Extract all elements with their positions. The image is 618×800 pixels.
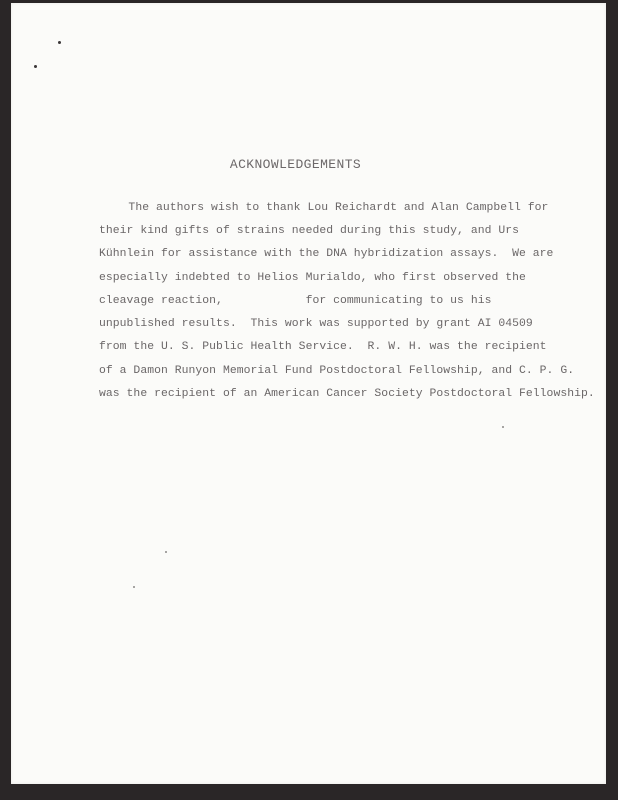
- document-heading: ACKNOWLEDGEMENTS: [229, 157, 362, 172]
- body-line-6: unpublished results. This work was supported by grant AI 04509: [99, 318, 533, 330]
- paper-sheet: [11, 3, 606, 784]
- dust-speck: [133, 586, 135, 588]
- dust-speck: [34, 65, 37, 68]
- dust-speck: [165, 551, 167, 553]
- body-line-8: of a Damon Runyon Memorial Fund Postdoctoral Fellowship, and C. P. G.: [99, 365, 575, 377]
- dust-speck: [502, 426, 504, 428]
- body-line-2: their kind gifts of strains needed during this study, and Urs: [99, 225, 520, 237]
- body-line-7: from the U. S. Public Health Service. R. W. H. was the recipient: [99, 341, 547, 353]
- body-line-1: The authors wish to thank Lou Reichardt and Alan Campbell for: [94, 202, 549, 214]
- body-line-3: Kühnlein for assistance with the DNA hybridization assays. We are: [99, 248, 554, 260]
- body-line-9: was the recipient of an American Cancer Society Postdoctoral Fellowship.: [99, 388, 595, 400]
- body-line-5: cleavage reaction, for communicating to us his: [99, 295, 492, 307]
- dust-speck: [58, 41, 61, 44]
- body-line-4: especially indebted to Helios Murialdo, who first observed the: [99, 272, 526, 284]
